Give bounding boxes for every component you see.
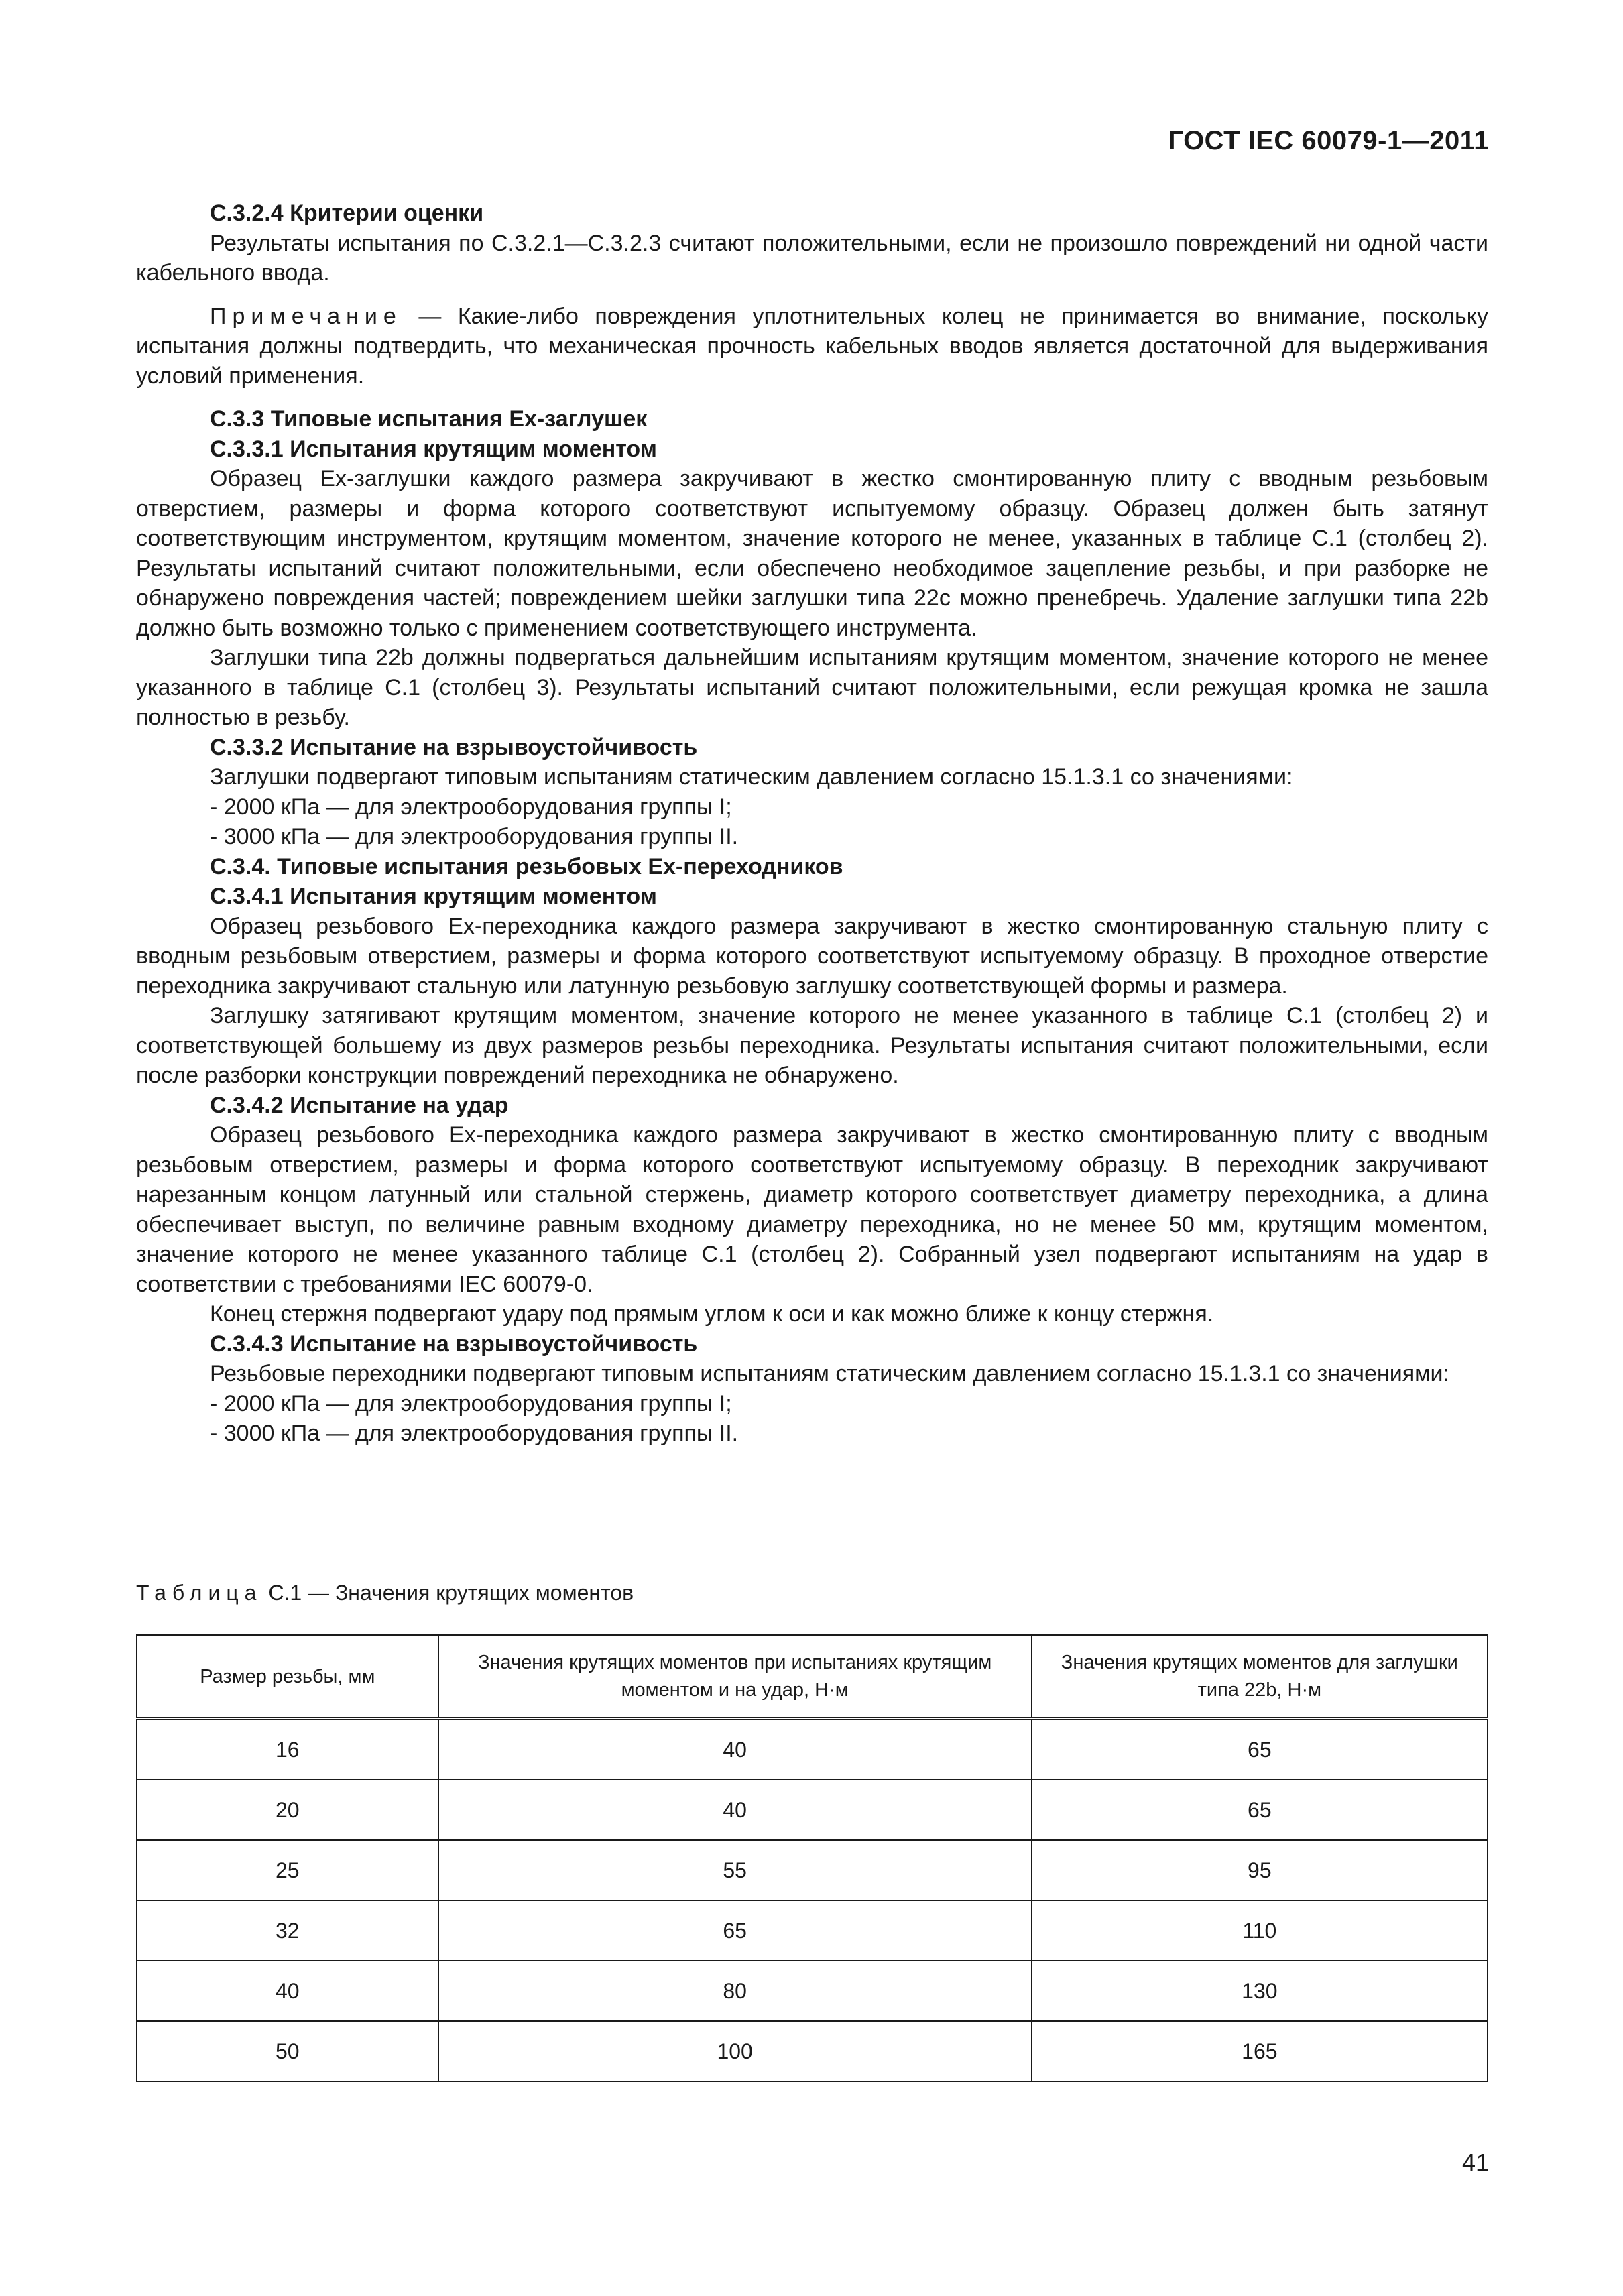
document-body [136,198,1488,1449]
column-header-torque-test: Значения крутящих моментов при испытаниях крутящим моментом и на удар, Н·м [438,1635,1032,1719]
table-cell: 65 [1032,1780,1488,1840]
paragraph: Образец резьбового Ех-переходника каждого размера закручивают в жестко смонтированную плиту с вводным резьбовым отверстием, размеры и форма которого соответствуют испытуемому образцу. В переходник закручивают нарезанным концом латунный или стальной стержень, диаметр которого соответствует диаметру переходника, а длина обеспечивает выступ, по величине равным входному диаметру переходника, но не менее 50 мм, крутящим моментом, значение которого не менее указанного таблице С.1 (столбец 2). Собранный узел подвергают испытаниям на удар в соответствии с требованиями IEC 60079-0. [136,1122,1488,1297]
table-cell: 32 [137,1900,438,1961]
table-cell: 40 [438,1719,1032,1780]
section-heading: С.3.4. Типовые испытания резьбовых Ех-переходников [210,853,843,880]
section-heading: С.3.4.2 Испытание на удар [210,1092,509,1118]
note-text: — Какие-либо повреждения уплотнительных колец не принимается во внимание, поскольку испытания должны подтвердить, что механическая прочность кабельных вводов является достаточной для выдерживания условий применения. [136,303,1488,389]
note-paragraph [136,302,1488,391]
paragraph: Заглушки подвергают типовым испытаниям статическим давлением согласно 15.1.3.1 со значениями: [210,764,1293,790]
paragraph: Образец Ех-заглушки каждого размера закручивают в жестко смонтированную плиту с вводным резьбовым отверстием, размеры и форма которого соответствуют испытуемому образцу. Образец должен быть затянут соответствующим инструментом, крутящим моментом, значение которого не менее, указанных в таблице С.1 (столбец 2). Результаты испытаний считают положительными, если обеспечено необходимое зацепление резьбы, и при разборке не обнаружено повреждения частей; повреждением шейки заглушки типа 22с можно пренебречь. Удаление заглушки типа 22b должно быть возможно только с применением соответствующего инструмента. [136,466,1488,641]
table-row [137,1840,1488,1900]
document-code: ГОСТ IEC 60079-1—2011 [1168,126,1489,156]
paragraph: Заглушки типа 22b должны подвергаться дальнейшим испытаниям крутящим моментом, значение которого не менее указанного в таблице С.1 (столбец 3). Результаты испытаний считают положительными, если режущая кромка не зашла полностью в резьбу. [136,645,1488,730]
list-item: - 2000 кПа — для электрооборудования группы I; [210,794,732,820]
table-caption [136,1581,634,1606]
section-heading: С.3.4.3 Испытание на взрывоустойчивость [210,1331,698,1357]
section-heading: С.3.3.1 Испытания крутящим моментом [210,436,657,462]
paragraph: Результаты испытания по С.3.2.1—С.3.2.3 считают положительными, если не произошло повреждений ни одной части кабельного ввода. [136,230,1488,286]
paragraph: Конец стержня подвергают удару под прямым углом к оси и как можно ближе к концу стержня. [210,1301,1214,1327]
table-cell: 40 [438,1780,1032,1840]
table-caption-text: С.1 — Значения крутящих моментов [262,1581,634,1605]
table-row [137,1961,1488,2021]
page-number: 41 [1461,2149,1489,2176]
note-label: Примечание [210,303,402,329]
table-cell: 16 [137,1719,438,1780]
table-cell: 95 [1032,1840,1488,1900]
section-heading: С.3.3.2 Испытание на взрывоустойчивость [210,734,698,760]
table-cell: 80 [438,1961,1032,2021]
table-row [137,2021,1488,2081]
table-header-row [137,1635,1488,1719]
torque-table [136,1634,1488,2082]
column-header-thread-size: Размер резьбы, мм [137,1635,438,1719]
column-header-torque-plug: Значения крутящих моментов для заглушки типа 22b, Н·м [1032,1635,1488,1719]
table-cell: 130 [1032,1961,1488,2021]
table-cell: 110 [1032,1900,1488,1961]
table-cell: 65 [438,1900,1032,1961]
list-item: - 2000 кПа — для электрооборудования группы I; [210,1390,732,1416]
paragraph: Резьбовые переходники подвергают типовым испытаниям статическим давлением согласно 15.1.3.1 со значениями: [210,1361,1449,1386]
table-cell: 165 [1032,2021,1488,2081]
table-cell: 25 [137,1840,438,1900]
paragraph: Заглушку затягивают крутящим моментом, значение которого не менее указанного в таблице С.1 (столбец 2) и соответствующей большему из двух размеров резьбы переходника. Результаты испытания считают положительными, если после разборки конструкции повреждений переходника не обнаружено. [136,1003,1488,1088]
paragraph: Образец резьбового Ех-переходника каждого размера закручивают в жестко смонтированную стальную плиту с вводным резьбовым отверстием, размеры и форма которого соответствуют испытуемому образцу. В проходное отверстие переходника закручивают стальную или латунную резьбовую заглушку соответствующей формы и размера. [136,913,1488,999]
table-row [137,1900,1488,1961]
table-row [137,1780,1488,1840]
section-heading: С.3.2.4 Критерии оценки [210,200,484,226]
table-cell: 50 [137,2021,438,2081]
table-cell: 40 [137,1961,438,2021]
list-item: - 3000 кПа — для электрооборудования группы II. [210,1421,739,1446]
list-item: - 3000 кПа — для электрооборудования группы II. [210,824,739,849]
table-cell: 20 [137,1780,438,1840]
table-row [137,1719,1488,1780]
table-cell: 55 [438,1840,1032,1900]
table-caption-label: Таблица [136,1581,263,1605]
table-cell: 65 [1032,1719,1488,1780]
table-cell: 100 [438,2021,1032,2081]
section-heading: С.3.4.1 Испытания крутящим моментом [210,884,657,909]
section-heading: С.3.3 Типовые испытания Ех-заглушек [210,406,648,432]
